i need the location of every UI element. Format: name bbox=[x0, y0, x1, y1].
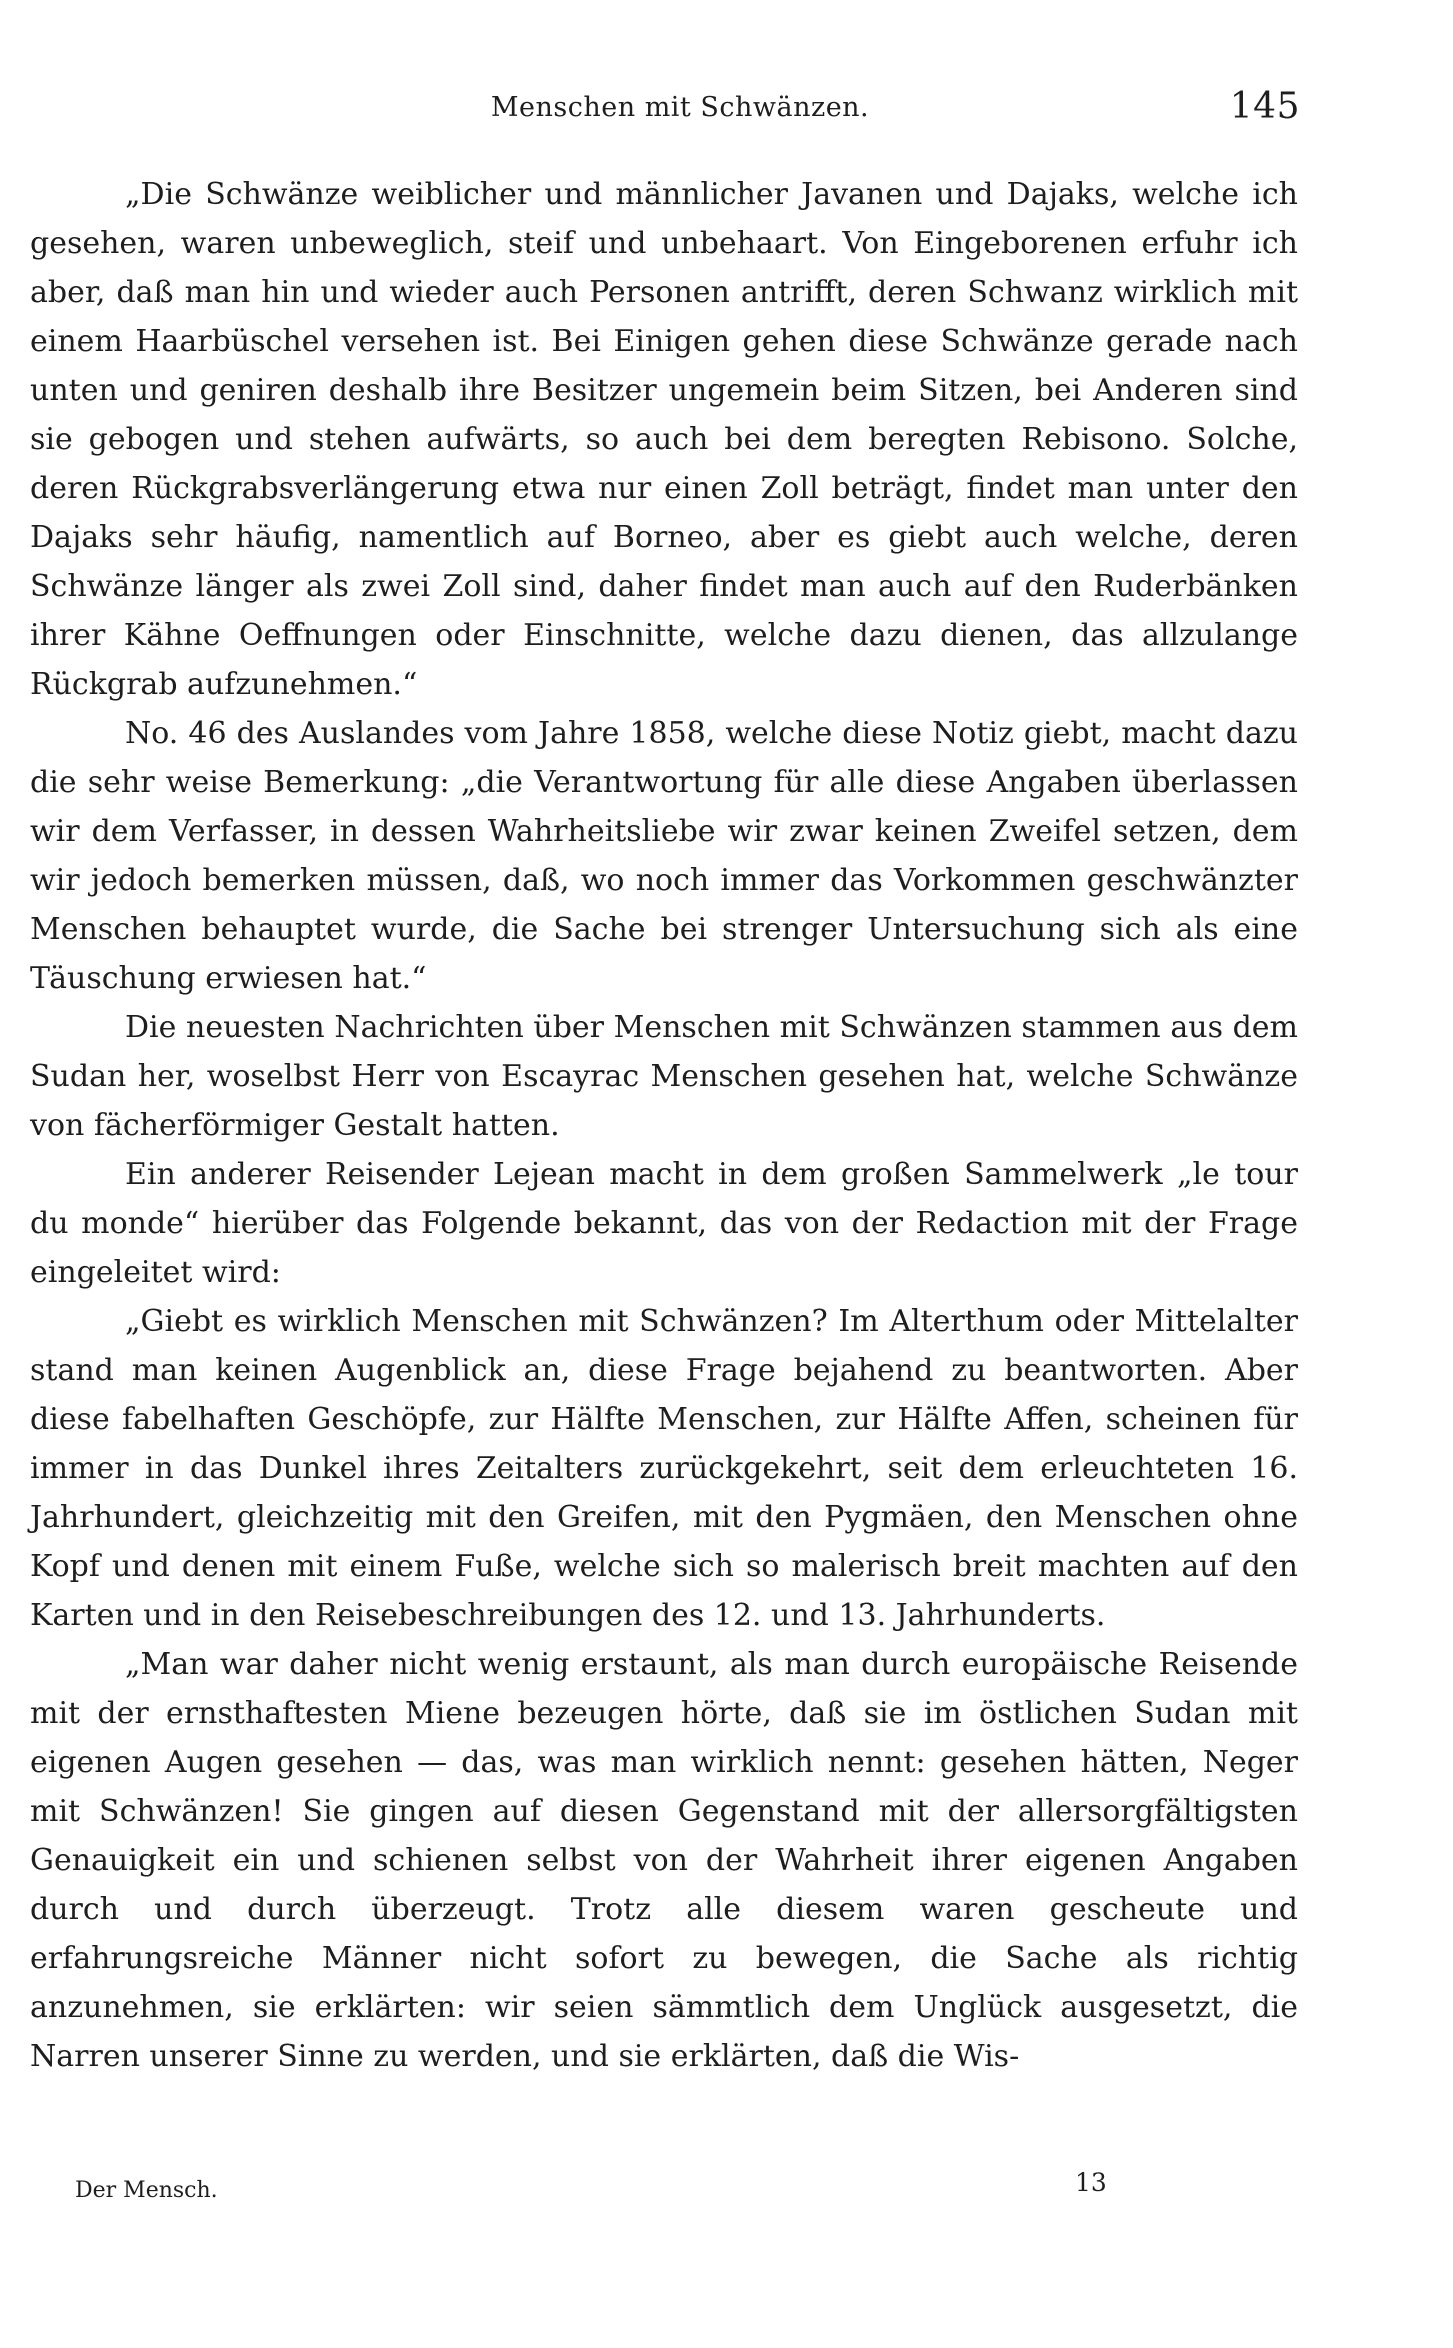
page-number: 145 bbox=[1229, 86, 1300, 127]
paragraph: Ein anderer Reisender Lejean macht in dem großen Sammelwerk „le tour du monde“ hierüber das Folgende bekannt, das von der Redaction mit der Frage eingeleitet wird: bbox=[30, 1157, 1298, 1290]
paragraph: Die neuesten Nachrichten über Menschen mit Schwänzen stammen aus dem Sudan her, woselbst Herr von Escayrac Menschen gesehen hat, welche Schwänze von fächerförmiger Gestalt hatten. bbox=[30, 1010, 1298, 1143]
paragraph: „Die Schwänze weiblicher und männlicher Javanen und Dajaks, welche ich gesehen, waren unbeweglich, steif und unbehaart. Von Eingeborenen erfuhr ich aber, daß man hin und wieder auch Personen antrifft, deren Schwanz wirklich mit einem Haarbüschel versehen ist. Bei Einigen gehen diese Schwänze gerade nach unten und geniren deshalb ihre Besitzer ungemein beim Sitzen, bei Anderen sind sie gebogen und stehen aufwärts, so auch bei dem beregten Rebisono. Solche, deren Rückgrabsverlängerung etwa nur einen Zoll beträgt, findet man unter den Dajaks sehr häufig, namentlich auf Borneo, aber es giebt auch welche, deren Schwänze länger als zwei Zoll sind, daher findet man auch auf den Ruderbänken ihrer Kähne Oeffnungen oder Einschnitte, welche dazu dienen, das allzulange Rückgrab aufzunehmen.“ bbox=[30, 177, 1298, 702]
paragraph: No. 46 des Auslandes vom Jahre 1858, welche diese Notiz giebt, macht dazu die sehr weise Bemerkung: „die Verantwortung für alle diese Angaben überlassen wir dem Verfasser, in dessen Wahrheitsliebe wir zwar keinen Zweifel setzen, dem wir jedoch bemerken müssen, daß, wo noch immer das Vorkommen geschwänzter Menschen behauptet wurde, die Sache bei strenger Untersuchung sich als eine Täuschung erwiesen hat.“ bbox=[30, 716, 1298, 996]
running-title: Menschen mit Schwänzen. bbox=[490, 92, 870, 123]
paragraph: „Giebt es wirklich Menschen mit Schwänzen? Im Alterthum oder Mittelalter stand man keinen Augenblick an, diese Frage bejahend zu beantworten. Aber diese fabelhaften Geschöpfe, zur Hälfte Menschen, zur Hälfte Affen, scheinen für immer in das Dunkel ihres Zeitalters zurückgekehrt, seit dem erleuchteten 16. Jahrhundert, gleichzeitig mit den Greifen, mit den Pygmäen, den Menschen ohne Kopf und denen mit einem Fuße, welche sich so malerisch breit machten auf den Karten und in den Reisebeschreibungen des 12. und 13. Jahrhunderts. bbox=[30, 1304, 1298, 1633]
signature-mark: Der Mensch. bbox=[75, 2178, 218, 2203]
paragraph: „Man war daher nicht wenig erstaunt, als man durch europäische Reisende mit der ernsthaftesten Miene bezeugen hörte, daß sie im östlichen Sudan mit eigenen Augen gesehen — das, was man wirklich nennt: gesehen hätten, Neger mit Schwänzen! Sie gingen auf diesen Gegenstand mit der allersorgfältigsten Genauigkeit ein und schienen selbst von der Wahrheit ihrer eigenen Angaben durch und durch überzeugt. Trotz alle diesem waren gescheute und erfahrungsreiche Männer nicht sofort zu bewegen, die Sache als richtig anzunehmen, sie erklärten: wir seien sämmtlich dem Unglück ausgesetzt, die Narren unserer Sinne zu werden, und sie erklärten, daß die Wis- bbox=[30, 1647, 1298, 2074]
sheet-number: 13 bbox=[1075, 2168, 1107, 2197]
body-text bbox=[30, 170, 1298, 2081]
